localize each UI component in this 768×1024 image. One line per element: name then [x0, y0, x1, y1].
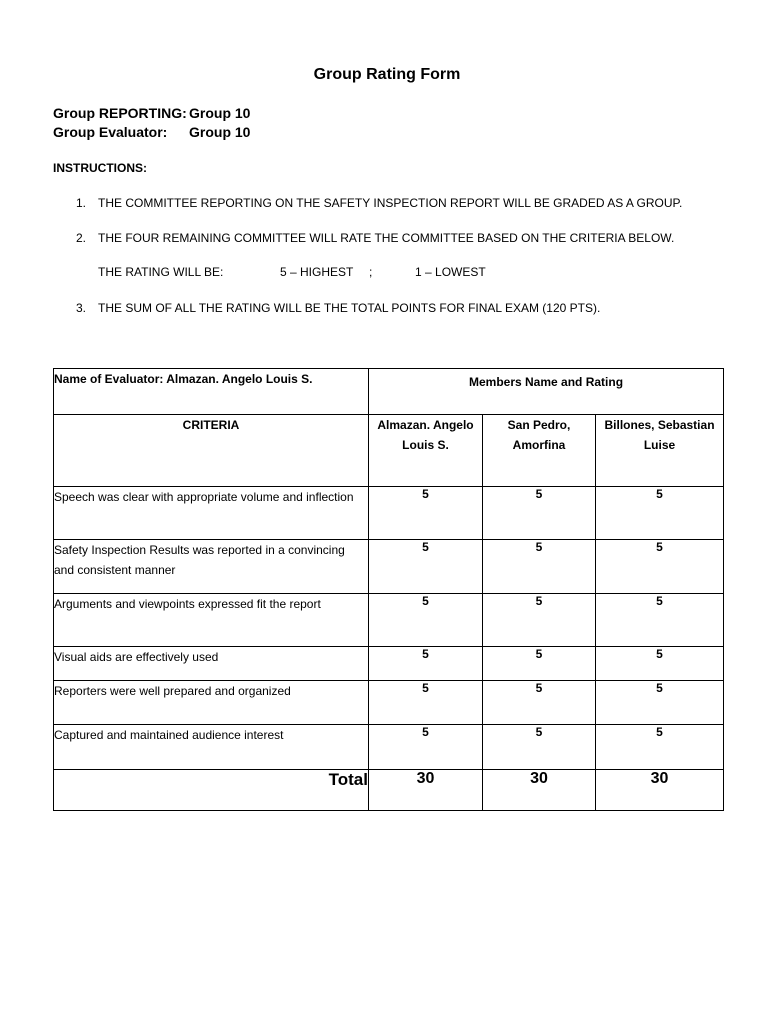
table-row [54, 594, 724, 647]
total-value: 30 [483, 770, 596, 811]
total-label: Total [54, 770, 369, 811]
rating-highest: 5 – HIGHEST [280, 265, 354, 279]
rating-separator: ; [369, 265, 373, 279]
rating-cell: 5 [483, 647, 596, 681]
rating-cell: 5 [483, 594, 596, 647]
instruction-item [76, 301, 600, 315]
criterion: Speech was clear with appropriate volume and inflection [54, 487, 369, 540]
rating-cell: 5 [369, 647, 483, 681]
rating-cell: 5 [369, 681, 483, 725]
total-value: 30 [369, 770, 483, 811]
rating-cell: 5 [483, 725, 596, 770]
rating-table [53, 368, 724, 811]
rating-cell: 5 [596, 594, 724, 647]
instruction-item [76, 231, 674, 245]
rating-cell: 5 [369, 487, 483, 540]
criterion: Safety Inspection Results was reported in a convincing and consistent manner [54, 540, 369, 594]
evaluator-name: Name of Evaluator: Almazan. Angelo Louis S. [54, 369, 369, 415]
table-row [54, 770, 724, 811]
instruction-text: THE FOUR REMAINING COMMITTEE WILL RATE THE COMMITTEE BASED ON THE CRITERIA BELOW. [98, 231, 675, 245]
rating-cell: 5 [369, 725, 483, 770]
group-reporting-label: Group REPORTING: [53, 105, 187, 121]
rating-scale-label: THE RATING WILL BE: [98, 265, 224, 279]
instruction-text: THE COMMITTEE REPORTING ON THE SAFETY INSPECTION REPORT WILL BE GRADED AS A GROUP. [98, 196, 683, 210]
rating-cell: 5 [596, 647, 724, 681]
instructions-heading: INSTRUCTIONS: [53, 161, 147, 175]
rating-lowest: 1 – LOWEST [415, 265, 486, 279]
instruction-number: 1. [76, 196, 87, 210]
group-evaluator-value: Group 10 [189, 124, 251, 140]
instruction-item [76, 196, 682, 210]
group-reporting-value: Group 10 [189, 105, 251, 121]
rating-cell: 5 [596, 540, 724, 594]
rating-cell: 5 [596, 725, 724, 770]
table-row [54, 681, 724, 725]
table-row [54, 369, 724, 415]
rating-cell: 5 [369, 594, 483, 647]
total-value: 30 [596, 770, 724, 811]
instruction-number: 3. [76, 301, 87, 315]
criterion: Arguments and viewpoints expressed fit the report [54, 594, 369, 647]
members-header: Members Name and Rating [369, 369, 724, 415]
member-name: Billones, Sebastian Luise [596, 415, 724, 487]
criterion: Visual aids are effectively used [54, 647, 369, 681]
group-evaluator [53, 124, 250, 140]
criterion: Captured and maintained audience interest [54, 725, 369, 770]
table-row [54, 415, 724, 487]
member-name: Almazan. Angelo Louis S. [369, 415, 483, 487]
rating-cell: 5 [596, 681, 724, 725]
rating-cell: 5 [483, 487, 596, 540]
rating-cell: 5 [596, 487, 724, 540]
member-name: San Pedro, Amorfina [483, 415, 596, 487]
instruction-text: THE SUM OF ALL THE RATING WILL BE THE TOTAL POINTS FOR FINAL EXAM (120 PTS). [98, 301, 601, 315]
table-row [54, 540, 724, 594]
rating-cell: 5 [369, 540, 483, 594]
rating-cell: 5 [483, 681, 596, 725]
instruction-number: 2. [76, 231, 87, 245]
rating-cell: 5 [483, 540, 596, 594]
table-row [54, 647, 724, 681]
table-row [54, 725, 724, 770]
group-evaluator-label: Group Evaluator: [53, 124, 168, 140]
group-reporting [53, 105, 250, 121]
criterion: Reporters were well prepared and organized [54, 681, 369, 725]
table-row [54, 487, 724, 540]
page-title: Group Rating Form [313, 66, 461, 83]
criteria-header: CRITERIA [54, 415, 369, 487]
